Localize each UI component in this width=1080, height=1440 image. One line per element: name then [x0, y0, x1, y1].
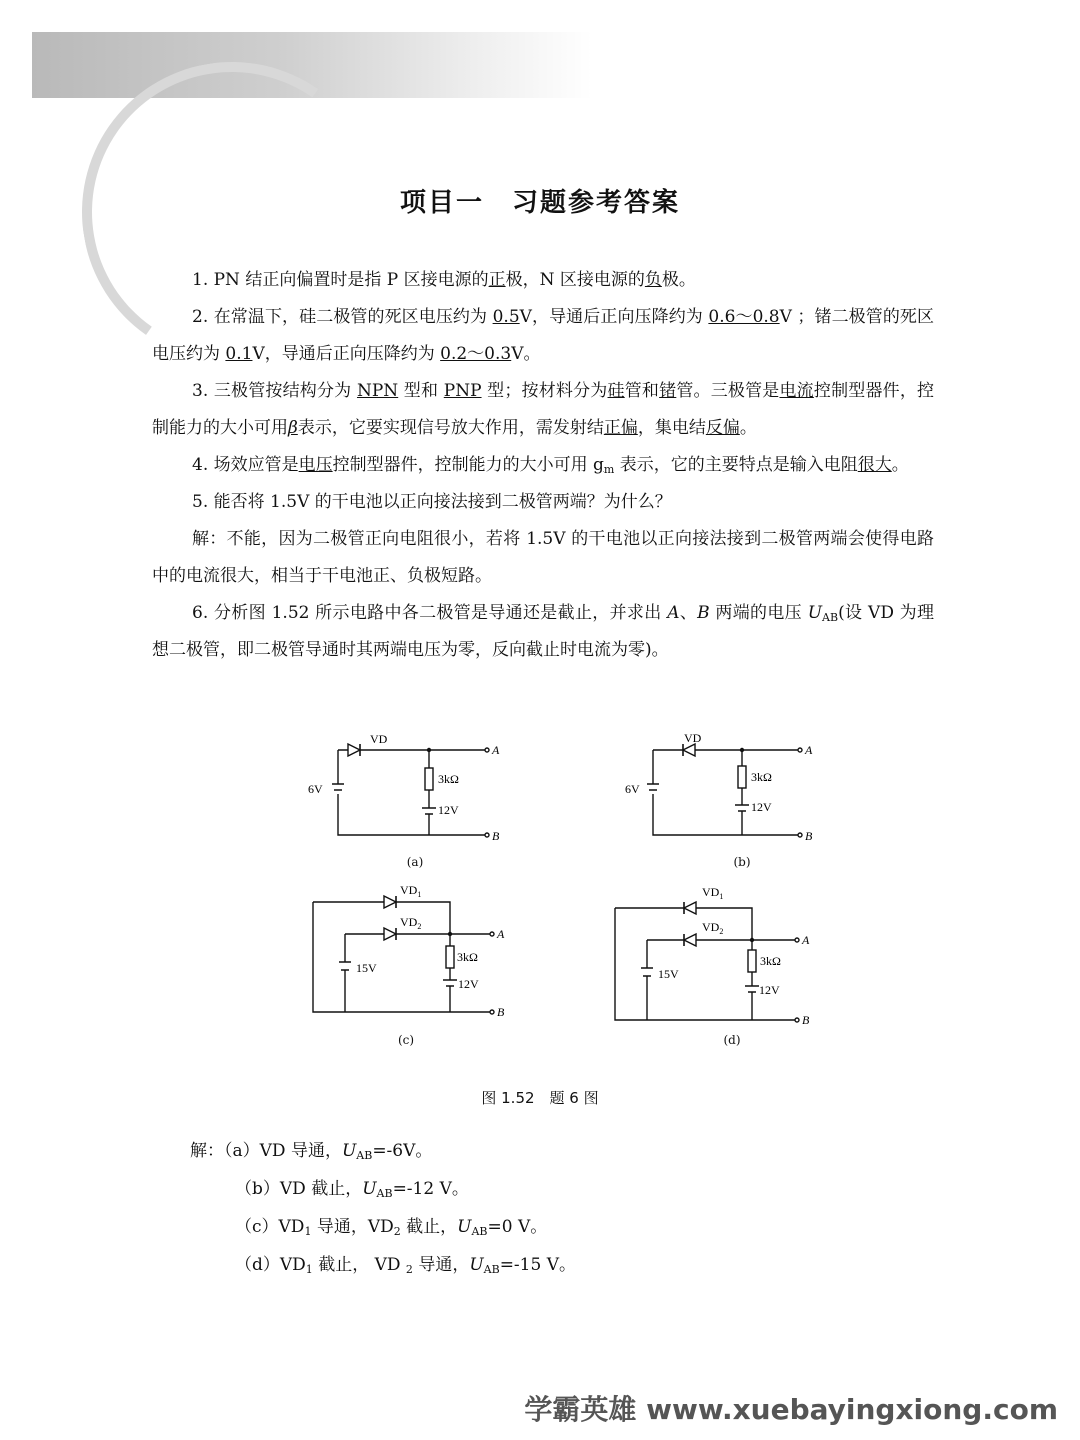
question-5: 5. 能否将 1.5V 的干电池以正向接法接到二极管两端？为什么？ — [192, 492, 672, 512]
terminal-b-label: B — [805, 829, 813, 843]
question-3: 3. 三极管按结构分为 NPN 型和 PNP 型；按材料分为硅管和锗管。三极管是电流控制型器件，控制能力的大小可用β表示，它要实现信号放大作用，需发射结正偏，集电结反偏。 — [152, 381, 935, 438]
answer-a: 解：（a）VD 导通，$U_{AB}=-6V$。 — [190, 1141, 433, 1162]
vd2-label: $VD_2$ — [702, 920, 724, 936]
answer-d: $(d)VD_1$ 截止， VD $_2$ 导通，$U_{AB}=-15$ V。 — [235, 1255, 576, 1276]
terminal-a-label: A — [805, 743, 813, 757]
circuit-a — [300, 728, 510, 848]
panel-a-caption: (a) — [406, 855, 424, 869]
circuit-b — [620, 728, 830, 848]
vd1-label: $VD_1$ — [400, 883, 422, 899]
question-1: 1. PN 结正向偏置时是指 P 区接电源的正极，N 区接电源的负极。 — [192, 270, 696, 290]
vd-label: VD — [370, 732, 388, 746]
answers-block — [190, 1132, 576, 1284]
vd-label: VD — [684, 731, 702, 745]
question-4: 4. 场效应管是电压控制型器件，控制能力的大小可用 $g_m$ 表示，它的主要特点是输入电阻很大。 — [192, 455, 909, 476]
site-watermark: 学霸英雄 www.xuebayingxiong.com — [524, 1393, 1058, 1426]
vd2-label: $VD_2$ — [400, 915, 422, 931]
terminal-a-label: A — [497, 927, 505, 941]
source-12v-label: 12V — [438, 803, 459, 817]
vd1-label: $VD_1$ — [702, 885, 724, 901]
resistor-label: 3kΩ — [751, 770, 772, 784]
figure-caption: 图 1.52 题 6 图 — [481, 1089, 599, 1107]
panel-d-caption: (d) — [723, 1033, 741, 1047]
page-title: 项目一 习题参考答案 — [399, 188, 680, 218]
question-5-answer: 解：不能，因为二极管正向电阻很小，若将 1.5V 的干电池以正向接法接到二极管两端会使得电路中的电流很大，相当于干电池正、负极短路。 — [152, 529, 934, 586]
circuit-d — [600, 880, 820, 1030]
answer-b: （b）VD 截止，$U_{AB}=-12$ V。 — [235, 1179, 469, 1200]
source-12v-label: 12V — [751, 800, 772, 814]
source-12v-label: 12V — [458, 977, 479, 991]
terminal-b-label: B — [492, 829, 500, 843]
resistor-label: 3kΩ — [457, 950, 478, 964]
terminal-b-label: B — [497, 1005, 505, 1019]
question-6: 6. 分析图 1.52 所示电路中各二极管是导通还是截止，并求出 A、B 两端的电压 $U_{AB}$(设 VD 为理想二极管，即二极管导通时其两端电压为零，反向截止时电流为零)。 — [152, 603, 934, 660]
circuit-c — [300, 880, 520, 1020]
terminal-a-label: A — [802, 933, 810, 947]
panel-c-caption: (c) — [397, 1033, 415, 1047]
source-12v-label: 12V — [759, 983, 780, 997]
panel-b-caption: (b) — [733, 855, 751, 869]
source-15v-label: 15V — [356, 961, 377, 975]
terminal-a-label: A — [492, 743, 500, 757]
answer-c: $(c)VD_1$ 导通，$VD_2$ 截止，$U_{AB}=0$ V。 — [235, 1217, 548, 1238]
question-body — [152, 262, 934, 669]
source-15v-label: 15V — [658, 967, 679, 981]
question-2: 2. 在常温下，硅二极管的死区电压约为 0.5V，导通后正向压降约为 0.6～0.8V ；锗二极管的死区电压约为 0.1V，导通后正向压降约为 0.2～0.3V。 — [152, 307, 934, 364]
source-6v-label: 6V — [308, 782, 323, 796]
terminal-b-label: B — [802, 1013, 810, 1027]
resistor-label: 3kΩ — [438, 772, 459, 786]
source-6v-label: 6V — [625, 782, 640, 796]
resistor-label: 3kΩ — [760, 954, 781, 968]
